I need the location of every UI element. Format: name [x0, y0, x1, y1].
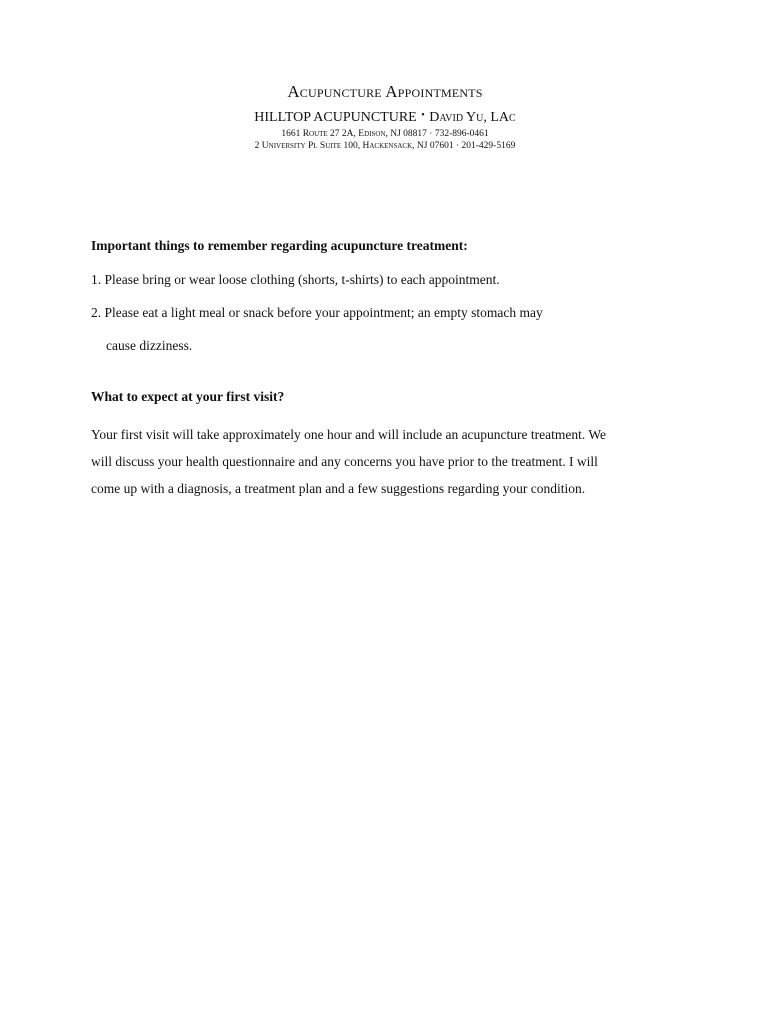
section-heading-first-visit: What to expect at your first visit?: [91, 389, 285, 404]
bullet-separator: •: [421, 110, 425, 121]
paragraph-line-2: will discuss your health questionnaire and any concerns you have prior to the treatment. I will: [91, 454, 598, 469]
address-hackensack: 2 University Pl Suite 100, Hackensack, NJ 07601 · 201-429-5169: [254, 141, 516, 151]
reminder-item-2: 2. Please eat a light meal or snack before your appointment; an empty stomach may: [91, 305, 543, 320]
document-title: Acupuncture Appointments: [287, 82, 483, 101]
paragraph-line-3: come up with a diagnosis, a treatment plan and a few suggestions regarding your condition.: [91, 481, 586, 496]
document-header: [0, 80, 770, 152]
reminder-item-1: 1. Please bring or wear loose clothing (shorts, t-shirts) to each appointment.: [91, 272, 500, 287]
practice-line: [0, 106, 770, 128]
first-visit-paragraph: [91, 421, 691, 502]
practice-name: HILLTOP ACUPUNCTURE: [254, 110, 417, 125]
section-heading-reminders: Important things to remember regarding acupuncture treatment:: [91, 238, 468, 253]
address-edison: 1661 Route 27 2A, Edison, NJ 08817 · 732-896-0461: [281, 129, 489, 139]
document-body: [91, 236, 691, 502]
paragraph-line-1: Your first visit will take approximately one hour and will include an acupuncture treatment. We: [91, 427, 607, 442]
practitioner-name: David Yu, LAc: [429, 110, 516, 125]
reminder-item-2-continued: cause dizziness.: [106, 338, 193, 353]
